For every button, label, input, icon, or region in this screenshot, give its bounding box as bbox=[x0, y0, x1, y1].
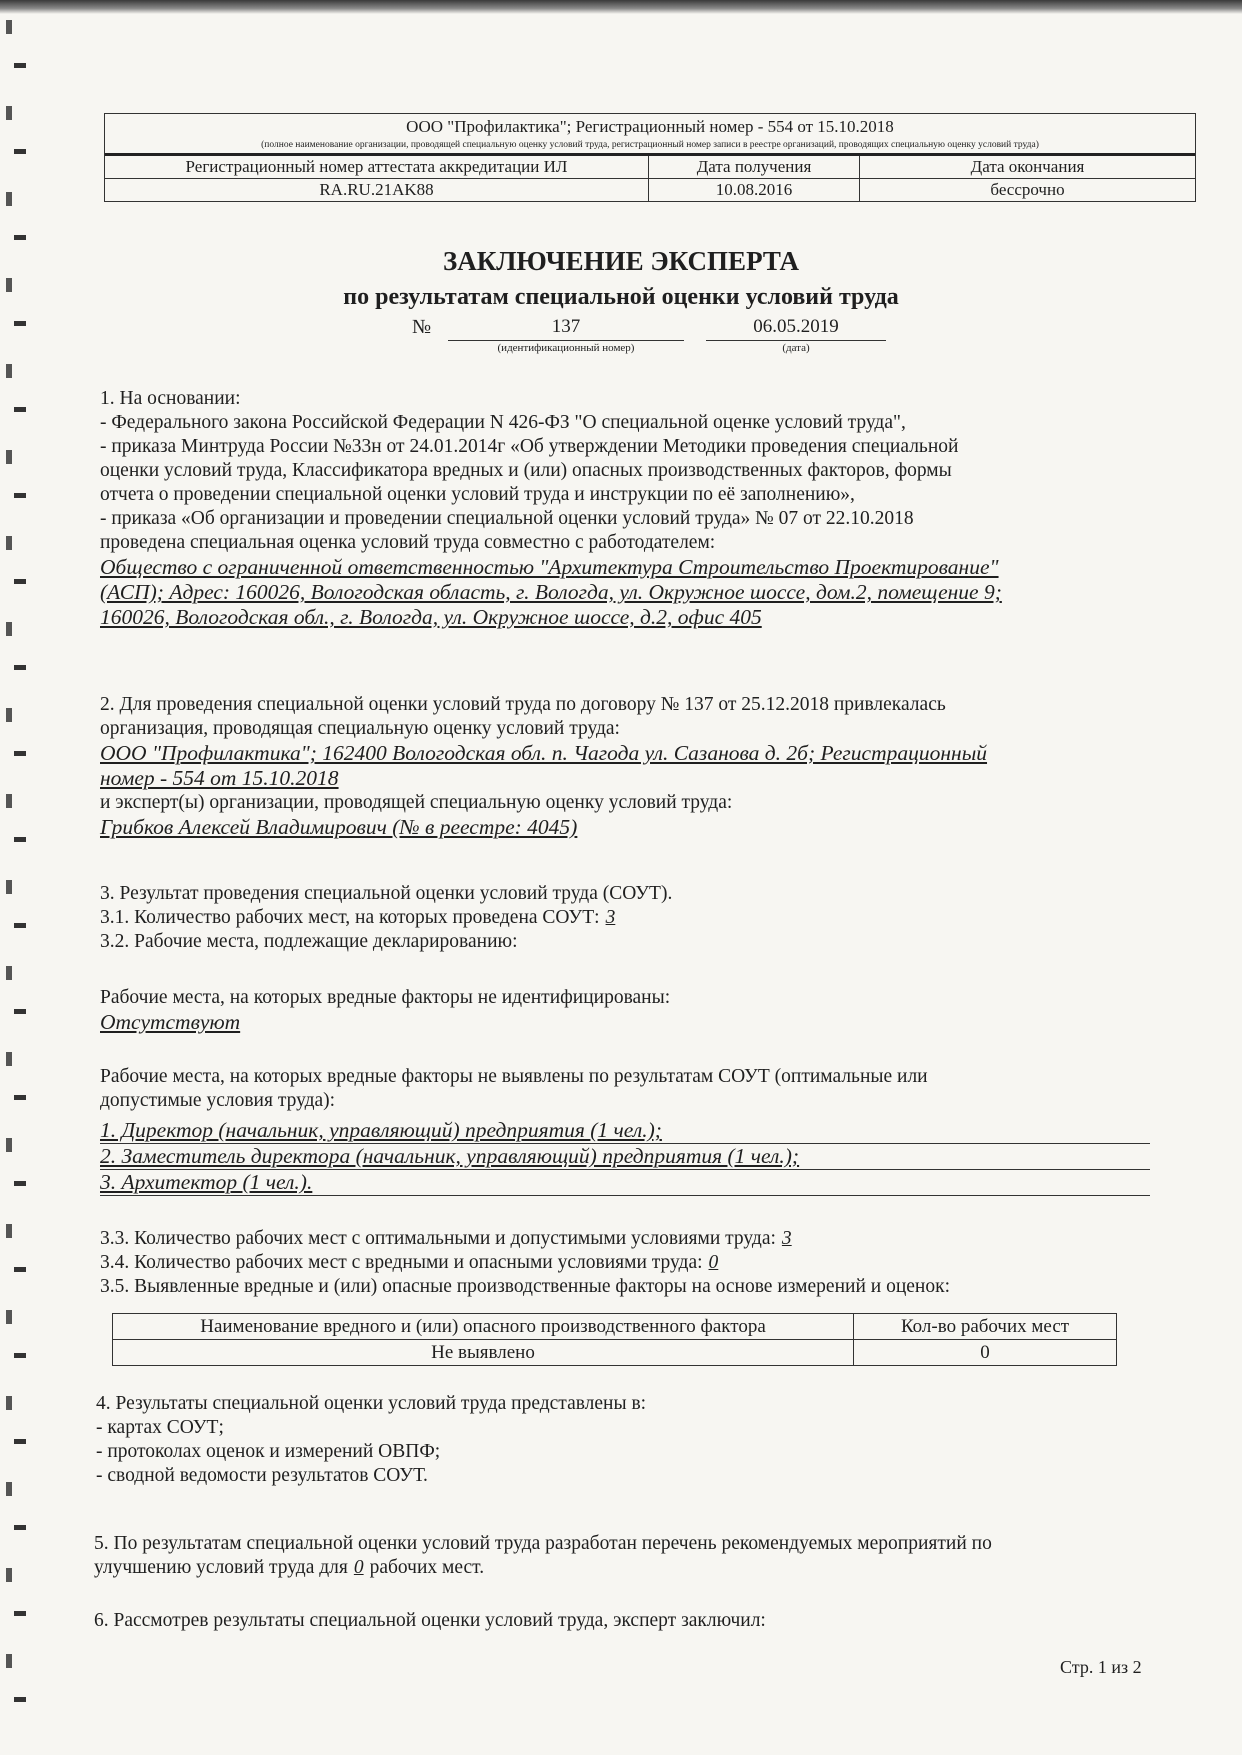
s6-line: 6. Рассмотрев результаты специальной оценки условий труда, эксперт заключил: bbox=[94, 1610, 766, 1631]
s5-line: 5. По результатам специальной оценки условий труда разработан перечень рекомендуемых мероприятий по bbox=[94, 1533, 992, 1554]
not-found-block bbox=[100, 1065, 1180, 1196]
end-label: Дата окончания bbox=[970, 157, 1085, 176]
s4-line: 4. Результаты специальной оценки условий труда представлены в: bbox=[96, 1393, 647, 1414]
s1-line: проведена специальная оценка условий труда совместно с работодателем: bbox=[100, 532, 716, 553]
workplace-item: 3. Архитектор (1 чел.). bbox=[100, 1170, 1150, 1196]
binding-hole bbox=[6, 1052, 12, 1066]
binding-hole bbox=[6, 1482, 12, 1496]
binding-hole bbox=[6, 192, 12, 206]
binding-hole bbox=[14, 493, 26, 498]
s5-line: рабочих мест. bbox=[369, 1557, 485, 1578]
s1-line: - Федерального закона Российской Федерации N 426-ФЗ "О специальной оценке условий труда", bbox=[100, 412, 906, 433]
org-note: (полное наименование организации, проводящей специальную оценку условий труда, регистрационный номер записи в реестре организаций, проводящих специальную оценку условий труда) bbox=[105, 138, 1195, 156]
s3-line: 3.2. Рабочие места, подлежащие декларированию: bbox=[100, 931, 518, 952]
binding-hole bbox=[14, 63, 26, 68]
s4-line: - сводной ведомости результатов СОУТ. bbox=[96, 1465, 428, 1486]
s2-line: и эксперт(ы) организации, проводящей специальную оценку условий труда: bbox=[100, 792, 733, 813]
binding-hole bbox=[6, 536, 12, 550]
s3-line: 3.1. Количество рабочих мест, на которых проведена СОУТ: bbox=[100, 907, 600, 928]
binding-hole bbox=[6, 1396, 12, 1410]
s3-line: 3. Результат проведения специальной оценки условий труда (СОУТ). bbox=[100, 883, 673, 904]
end-date: бессрочно bbox=[860, 179, 1196, 202]
binding-hole bbox=[6, 794, 12, 808]
employer-line: Общество с ограниченной ответственностью "Архитектура Строительство Проектирование" bbox=[100, 555, 999, 579]
binding-hole bbox=[14, 751, 26, 756]
s4-line: - протоколах оценок и измерений ОВПФ; bbox=[96, 1441, 441, 1462]
binding-hole bbox=[6, 1654, 12, 1668]
factor-cell: Не выявлено bbox=[113, 1340, 854, 1366]
workplace-item: 2. Заместитель директора (начальник, управляющий) предприятия (1 чел.); bbox=[100, 1144, 1150, 1170]
binding-hole bbox=[14, 149, 26, 154]
number-sign: № bbox=[412, 316, 432, 338]
binding-hole bbox=[6, 364, 12, 378]
section-6 bbox=[94, 1609, 1174, 1633]
measures-count: 0 bbox=[353, 1557, 364, 1578]
binding-hole bbox=[6, 450, 12, 464]
scan-top-edge bbox=[0, 0, 1242, 14]
s2-line: 2. Для проведения специальной оценки условий труда по договору № 137 от 25.12.2018 привлекалась bbox=[100, 694, 946, 715]
section-3 bbox=[100, 882, 1180, 954]
binding-hole bbox=[14, 1697, 26, 1702]
s1-line: отчета о проведении специальной оценки условий труда и инструкции по её заполнению», bbox=[100, 484, 855, 505]
not-identified-value: Отсутствуют bbox=[100, 1010, 241, 1034]
received-label: Дата получения bbox=[649, 156, 860, 179]
s3-line: 3.3. Количество рабочих мест с оптимальными и допустимыми условиями труда: bbox=[100, 1228, 776, 1249]
binding-hole bbox=[6, 1310, 12, 1324]
binding-hole bbox=[14, 837, 26, 842]
binding-hole bbox=[6, 708, 12, 722]
binding-hole bbox=[14, 1439, 26, 1444]
binding-hole bbox=[14, 1009, 26, 1014]
count-optimal: 3 bbox=[781, 1228, 792, 1249]
employer-line: 160026, Вологодская обл., г. Вологда, ул. Окружное шоссе, д.2, офис 405 bbox=[100, 605, 762, 629]
binding-hole bbox=[14, 665, 26, 670]
not-identified-block bbox=[100, 986, 1180, 1035]
accreditation-table bbox=[105, 156, 1195, 201]
s1-line: 1. На основании: bbox=[100, 388, 241, 409]
section-2 bbox=[100, 693, 1180, 840]
expert-name: Грибков Алексей Владимирович (№ в реестре: 4045) bbox=[100, 815, 578, 839]
binding-hole bbox=[14, 1353, 26, 1358]
s1-line: - приказа «Об организации и проведении специальной оценки условий труда» № 07 от 22.10.2018 bbox=[100, 508, 914, 529]
s3-line: 3.5. Выявленные вредные и (или) опасные производственные факторы на основе измерений и оценок: bbox=[100, 1276, 950, 1297]
doc-number: 137 bbox=[448, 314, 684, 341]
accreditation-label: Регистрационный номер аттестата аккредитации ИЛ bbox=[105, 156, 649, 179]
s2-line: организация, проводящая специальную оценку условий труда: bbox=[100, 718, 620, 739]
binding-hole bbox=[14, 1095, 26, 1100]
not-identified-label: Рабочие места, на которых вредные факторы не идентифицированы: bbox=[100, 987, 671, 1008]
binding-hole bbox=[6, 1224, 12, 1238]
number-date-row bbox=[0, 314, 1242, 364]
binding-hole bbox=[6, 1568, 12, 1582]
employer-line: (АСП); Адрес: 160026, Вологодская область, г. Вологда, ул. Окружное шоссе, дом.2, помещение 9; bbox=[100, 580, 1002, 604]
s5-line: улучшению условий труда для bbox=[94, 1557, 348, 1578]
binding-hole bbox=[14, 923, 26, 928]
binding-hole bbox=[14, 1525, 26, 1530]
doc-title: ЗАКЛЮЧЕНИЕ ЭКСПЕРТА bbox=[442, 246, 800, 276]
binding-hole bbox=[6, 880, 12, 894]
s4-line: - картах СОУТ; bbox=[96, 1417, 224, 1438]
binding-hole bbox=[6, 106, 12, 120]
received-date: 10.08.2016 bbox=[649, 179, 860, 202]
date-caption: (дата) bbox=[782, 342, 810, 354]
org-line-ital: ООО "Профилактика"; 162400 Вологодская обл. п. Чагода ул. Сазанова д. 2б; Регистрационный bbox=[100, 741, 988, 765]
not-found-label: допустимые условия труда): bbox=[100, 1090, 336, 1111]
org-line-ital: номер - 554 от 15.10.2018 bbox=[100, 766, 339, 790]
factor-header: Наименование вредного и (или) опасного производственного фактора bbox=[113, 1314, 854, 1340]
doc-subtitle: по результатам специальной оценки условий труда bbox=[343, 284, 899, 310]
s1-line: оценки условий труда, Классификатора вредных и (или) опасных производственных факторов, формы bbox=[100, 460, 952, 481]
binding-hole bbox=[14, 407, 26, 412]
binding-hole bbox=[14, 579, 26, 584]
binding-hole bbox=[6, 966, 12, 980]
s3-line: 3.4. Количество рабочих мест с вредными и опасными условиями труда: bbox=[100, 1252, 703, 1273]
not-found-label: Рабочие места, на которых вредные факторы не выявлены по результатам СОУТ (оптимальные или bbox=[100, 1066, 928, 1087]
org-line: ООО "Профилактика"; Регистрационный номер - 554 от 15.10.2018 bbox=[406, 117, 894, 136]
count-cell: 0 bbox=[854, 1340, 1117, 1366]
binding-hole bbox=[14, 235, 26, 240]
binding-hole bbox=[14, 1267, 26, 1272]
count-header: Кол-во рабочих мест bbox=[854, 1314, 1117, 1340]
number-caption: (идентификационный номер) bbox=[497, 342, 635, 354]
binding-hole bbox=[6, 1138, 12, 1152]
binding-hole bbox=[14, 1611, 26, 1616]
doc-date: 06.05.2019 bbox=[706, 314, 886, 341]
s1-line: - приказа Минтруда России №33н от 24.01.2014г «Об утверждении Методики проведения специальной bbox=[100, 436, 959, 457]
page-number: Стр. 1 из 2 bbox=[1060, 1657, 1142, 1677]
section-4 bbox=[96, 1392, 1176, 1488]
section-5 bbox=[94, 1532, 1174, 1580]
binding-hole bbox=[14, 1181, 26, 1186]
section-1 bbox=[100, 387, 1180, 630]
count-harmful: 0 bbox=[708, 1252, 719, 1273]
accreditation-number: RA.RU.21AK88 bbox=[105, 179, 649, 202]
count-total: 3 bbox=[605, 907, 616, 928]
binding-hole bbox=[6, 622, 12, 636]
factors-table bbox=[112, 1313, 1117, 1366]
organization-header bbox=[104, 113, 1196, 202]
counts-block bbox=[100, 1227, 1180, 1299]
binding-hole bbox=[6, 20, 12, 34]
workplace-item: 1. Директор (начальник, управляющий) предприятия (1 чел.); bbox=[100, 1118, 1150, 1144]
